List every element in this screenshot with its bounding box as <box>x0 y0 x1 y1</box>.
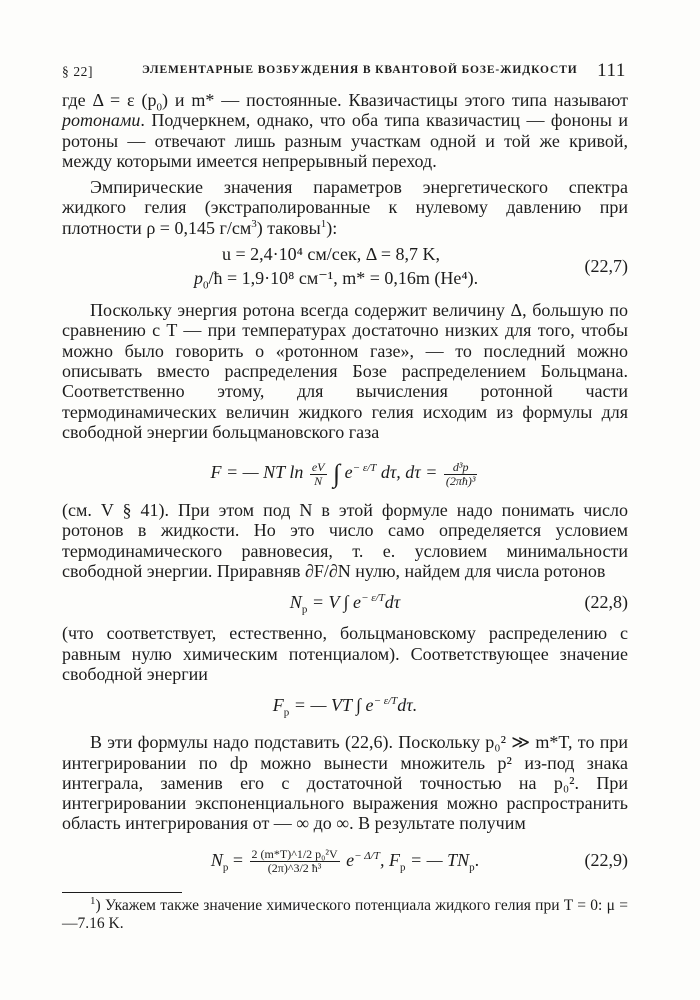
page <box>62 60 628 933</box>
fraction-rotons: $\frac{\text{2 (m*T)\textasciicircum{}1/2 p₀²V}}{\text{(2π)\textasciicircum{}3/2 ħ³}}$ <box>251 847 338 876</box>
equation-22-7 <box>62 244 628 292</box>
section-ref: § 22] <box>62 64 94 79</box>
footnote: $^1$) Укажем также значение химического потенциала жидкого гелия при T = 0: μ = —7.16 K. <box>62 894 628 932</box>
paragraph-5: (что соответствует, естественно, больцмановскому распределению с равным нулю химическим потенциалом). Соответствующее значение свободной энергии <box>62 623 628 684</box>
footnote-mark: 1 <box>90 894 96 907</box>
equation-free-energy: F = — NT ln $\frac{eV}{N}$ ∫ $e^{- \varepsilon/T}$ dτ, dτ = $\frac{\text{d³p}}{\text{(2πħ)³}}$ <box>210 459 476 489</box>
integral-sign: ∫ <box>333 459 341 489</box>
equation-number: (22,7) <box>584 256 628 277</box>
rotons-term: ротонами <box>62 110 141 131</box>
paragraph-4: (см. V § 41). При этом под N в этой формуле надо понимать число ротонов в жидкости. Но это число само определяется условием термодинамического равновесия, т. е. условием минимальности свободной энергии. Приравняв ∂F/∂N нулю, найдем для числа ротонов <box>62 500 628 582</box>
equation-22-9: $N_р$ = $\frac{\text{2 (m*T)\textasciicircum{}1/2 p₀²V}}{\text{(2π)\textasciicircum{}3/2 ħ³}}$ $e^{- \Delta/T}$, $F_р$ = — $TN_р$. (22,9) <box>62 840 628 880</box>
running-header <box>62 60 628 86</box>
paragraph-1: где Δ = ε $(p_0)$ и m* — постоянные. Квазичастицы этого типа называют ротонами. Подчеркнем, однако, что оба типа квазичастиц — фононы и ротоны — отвечают лишь разным участкам одной и той же кривой, между которыми имеется непрерывный переход. <box>62 90 628 171</box>
equation-22-8: $N_р = V$ ∫ $e^{- \varepsilon/T}d\tau$ (22,8) <box>62 587 628 617</box>
paragraph-2: Эмпирические значения параметров энергетического спектра жидкого гелия (экстраполированные к нулевому давлению при плотности ρ = 0,145 $г/см^3$) таковы$^1$): <box>62 177 628 238</box>
fraction-eV-N: $\frac{eV}{N}$ <box>311 459 325 488</box>
equation-number: (22,9) <box>584 849 628 870</box>
footnote-rule <box>62 892 182 893</box>
equation-Fp: $F_р$ = — VT ∫ $e^{- \varepsilon/T}d\tau$. <box>272 695 418 719</box>
eq-22-7-line1: u = 2,4·10⁴ см/сек, Δ = 8,7 K, <box>222 244 440 265</box>
equation-number: (22,8) <box>584 592 628 613</box>
eq-22-7-line2: $p_0/ħ = 1,9\cdot 10^8$ см⁻¹, m* = 0,16m (He⁴). <box>194 268 479 292</box>
paragraph-6: В эти формулы надо подставить (22,6). Поскольку p₀² ≫ m*T, то при интегрировании по dp можно вынести множитель p² из-под знака интеграла, заменив его с достаточной точностью на p₀². При интегрировании экспоненциального выражения можно распространить область интегрирования от — ∞ до ∞. В результате получим <box>62 732 628 834</box>
paragraph-3: Поскольку энергия ротона всегда содержит величину Δ, большую по сравнению с T — при температурах достаточно низких для того, чтобы можно было говорить о «ротонном газе», — то последний можно описывать вместо распределения Бозе распределением Больцмана. Соответственно этому, для вычисления ротонной части термодинамических величин жидкого гелия исходим из формулы для свободной энергии больцмановского газа <box>62 300 628 442</box>
footnote-ref: 1 <box>320 217 327 230</box>
page-number: 111 <box>597 60 626 81</box>
header-title: ЭЛЕМЕНТАРНЫЕ ВОЗБУЖДЕНИЯ В КВАНТОВОЙ БОЗЕ-ЖИДКОСТИ <box>142 64 578 76</box>
fraction-d3p: $\frac{\text{d³p}}{\text{(2πħ)³}}$ <box>445 459 476 488</box>
